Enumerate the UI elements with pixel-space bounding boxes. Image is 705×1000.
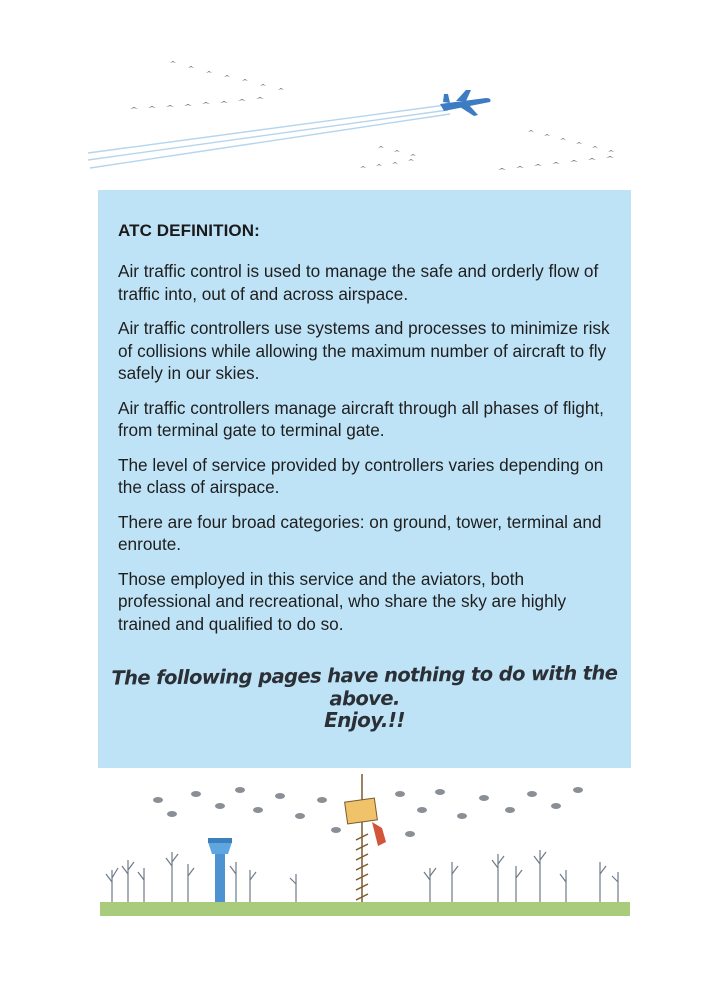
person-figure: [372, 822, 386, 846]
ladder-with-sign: [356, 774, 368, 902]
sign-board: [345, 798, 378, 824]
paragraph: Air traffic control is used to manage the safe and orderly flow of traffic into, out of and across airspace.: [118, 261, 599, 304]
airplane-icon: [440, 90, 491, 116]
contrail: [88, 105, 450, 168]
definition-panel: [98, 190, 631, 768]
cartoon-tower-illustration: [100, 770, 630, 920]
handwritten-note: The following pages have nothing to do with the above.: [111, 661, 618, 711]
definition-paragraphs: [118, 260, 618, 647]
paragraph: Those employed in this service and the aviators, both professional and recreational, who share the sky are highly trained and qualified to do so.: [118, 568, 567, 634]
jet-and-birds-illustration: [88, 50, 633, 190]
paragraph: The level of service provided by controllers varies depending on the class of airspace.: [118, 454, 604, 497]
paragraph: Air traffic controllers use systems and processes to minimize risk of collisions while allowing the maximum number of aircraft to fly safely in our skies.: [118, 318, 610, 383]
paragraph: There are four broad categories: on ground, tower, terminal and enroute.: [118, 511, 602, 554]
control-tower-icon: [208, 838, 232, 902]
definition-heading: ATC DEFINITION:: [118, 221, 260, 240]
paragraph: Air traffic controllers manage aircraft through all phases of flight, from terminal gate to terminal gate.: [118, 397, 604, 440]
handwritten-enjoy: Enjoy.!!: [324, 708, 405, 732]
grass-strip: [100, 902, 630, 916]
